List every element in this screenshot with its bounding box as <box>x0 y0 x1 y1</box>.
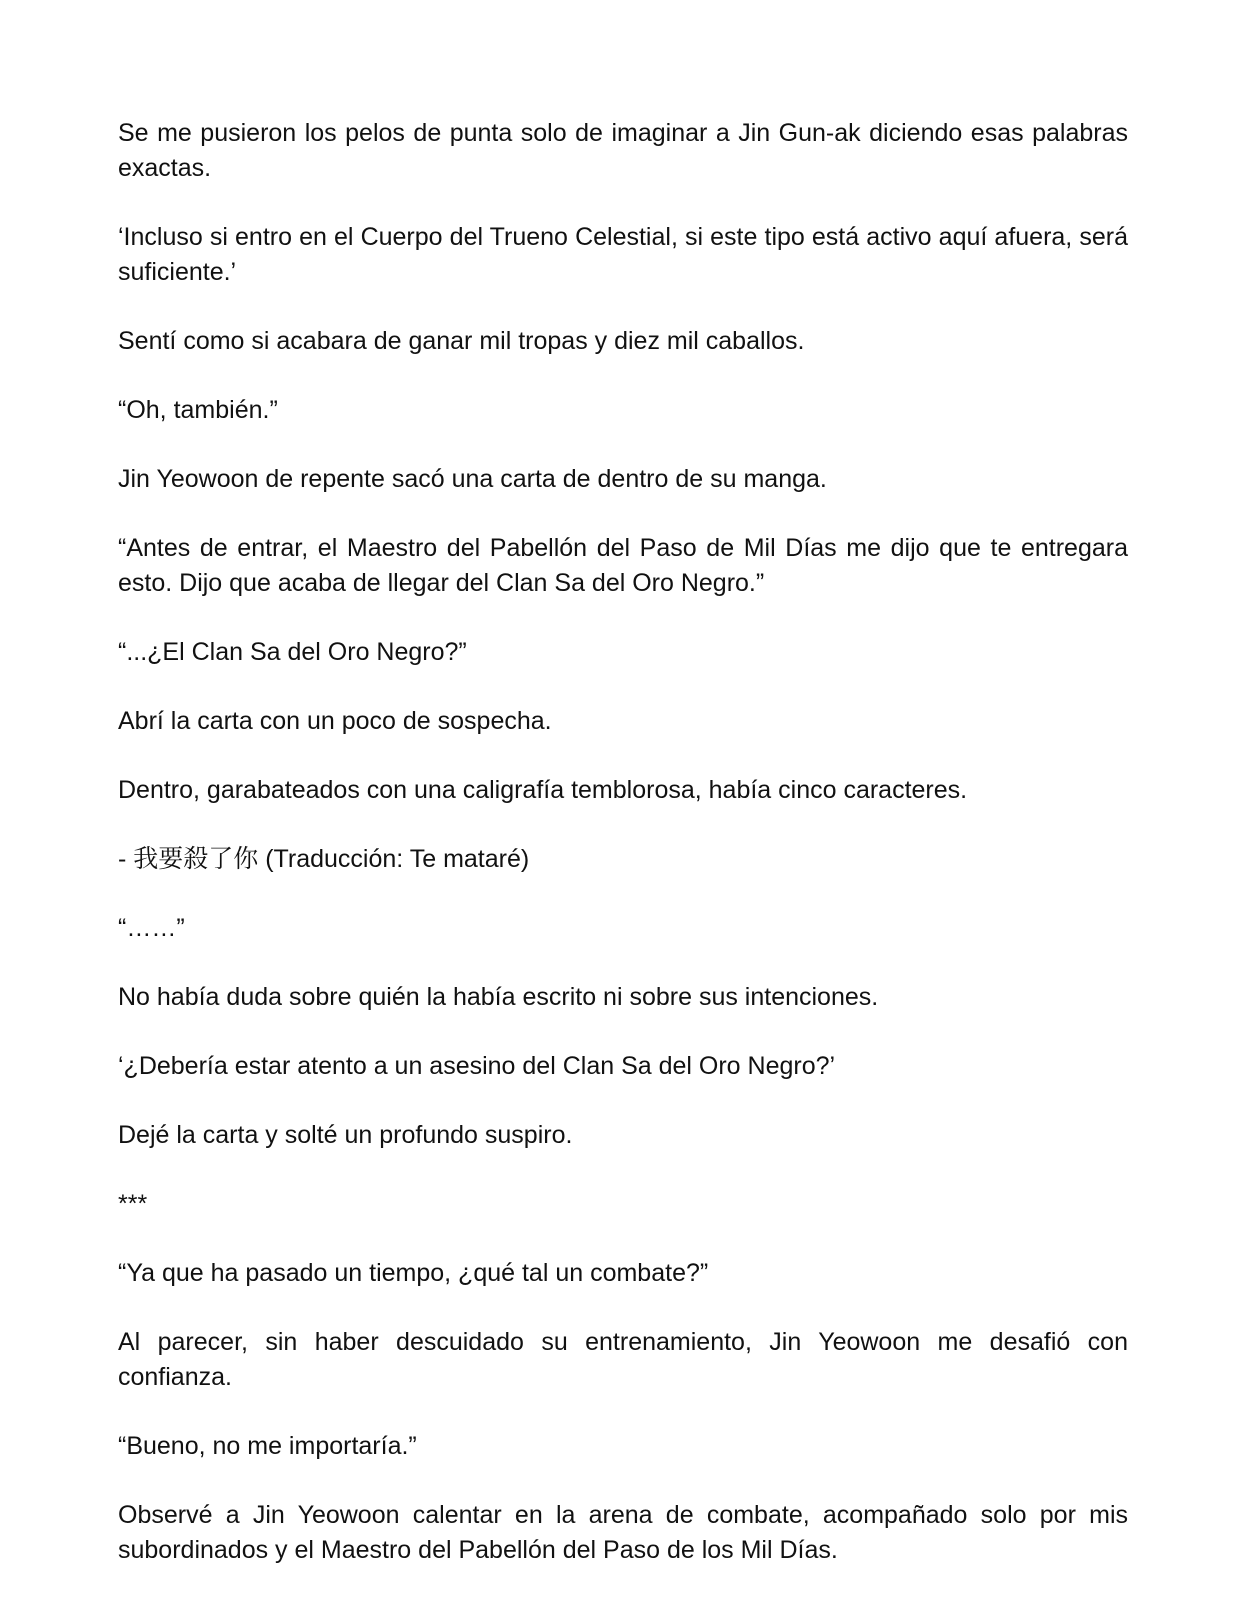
paragraph-heavenly-thunder-thought: ‘Incluso si entro en el Cuerpo del Trueno Celestial, si este tipo está activo aquí afuera, será suficiente.’ <box>118 223 1128 286</box>
document-body <box>118 116 1128 1602</box>
paragraph-challenge: Al parecer, sin haber descuidado su entrenamiento, Jin Yeowoon me desafió con confianza. <box>118 1328 1128 1391</box>
paragraph-oh-also: “Oh, también.” <box>118 396 278 424</box>
paragraph-hair-on-end: Se me pusieron los pelos de punta solo de imaginar a Jin Gun-ak diciendo esas palabras exactas. <box>118 119 1128 182</box>
paragraph-assassin-thought: ‘¿Debería estar atento a un asesino del Clan Sa del Oro Negro?’ <box>118 1052 836 1080</box>
paragraph-black-gold-clan-question: “...¿El Clan Sa del Oro Negro?” <box>118 638 467 666</box>
paragraph-warm-up-arena: Observé a Jin Yeowoon calentar en la arena de combate, acompañado solo por mis subordinados y el Maestro del Pabellón del Paso de los Mil Días. <box>118 1501 1128 1564</box>
paragraph-letter-from-sleeve: Jin Yeowoon de repente sacó una carta de dentro de su manga. <box>118 465 827 493</box>
paragraph-thousand-troops: Sentí como si acabara de ganar mil tropas y diez mil caballos. <box>118 327 805 355</box>
paragraph-pavilion-master-message: “Antes de entrar, el Maestro del Pabellón del Paso de Mil Días me dijo que te entregara esto. Dijo que acaba de llegar del Clan Sa del Oro Negro.” <box>118 534 1128 597</box>
paragraph-deep-sigh: Dejé la carta y solté un profundo suspiro. <box>118 1121 573 1149</box>
section-break: *** <box>118 1190 148 1218</box>
paragraph-ellipsis-quote: “……” <box>118 914 185 942</box>
paragraph-opened-letter: Abrí la carta con un poco de sospecha. <box>118 707 552 735</box>
paragraph-five-characters: Dentro, garabateados con una caligrafía temblorosa, había cinco caracteres. <box>118 776 968 804</box>
paragraph-combat-offer: “Ya que ha pasado un tiempo, ¿qué tal un combate?” <box>118 1259 709 1287</box>
paragraph-letter-content: - 我要殺了你 (Traducción: Te mataré) <box>118 845 530 873</box>
paragraph-wouldnt-mind: “Bueno, no me importaría.” <box>118 1432 417 1460</box>
paragraph-no-doubt: No había duda sobre quién la había escrito ni sobre sus intenciones. <box>118 983 879 1011</box>
